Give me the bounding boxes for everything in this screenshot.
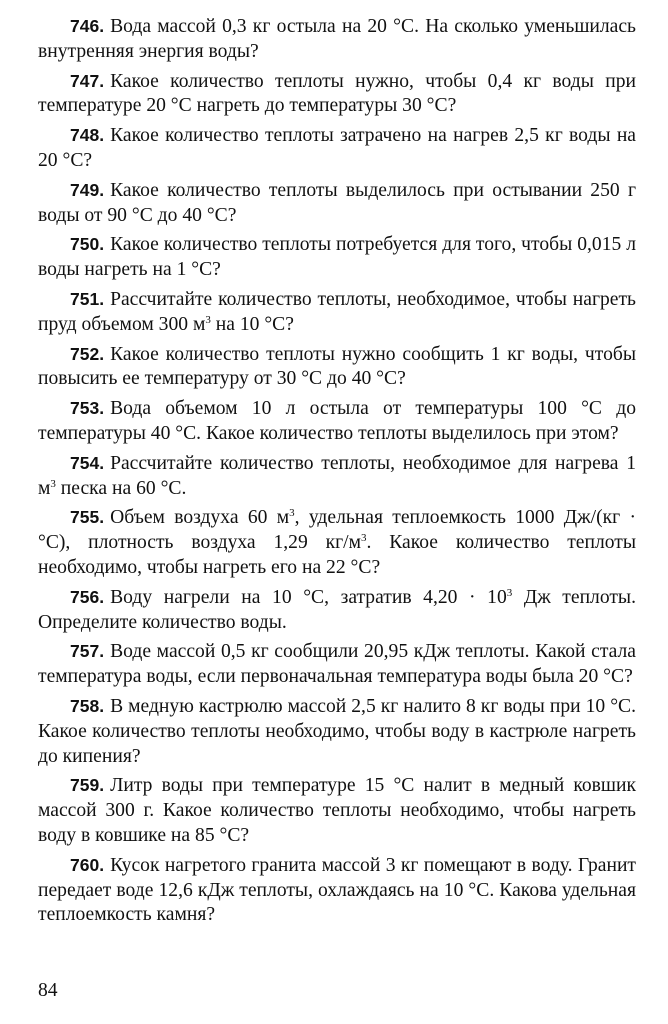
problem-text: В медную кастрюлю массой 2,5 кг налито 8 кг воды при 10 °С. Какое количество теплоты необходимо, чтобы воду в кастрюле нагреть до кипения?	[38, 695, 636, 767]
problem-text: Какое количество теплоты потребуется для того, чтобы 0,015 л воды нагреть на 1 °С?	[38, 234, 636, 281]
problem-text: Какое количество теплоты нужно, чтобы 0,4 кг воды при температуре 20 °С нагреть до температуры 30 °С?	[38, 70, 636, 117]
problem-text: Кусок нагретого гранита массой 3 кг помещают в воду. Гранит передает воде 12,6 кДж теплоты, охлаждаясь на 10 °С. Какова удельная теплоемкость камня?	[38, 854, 636, 926]
problem-item	[38, 232, 636, 283]
problem-text: Вода массой 0,3 кг остыла на 20 °С. На сколько уменьшилась внутренняя энергия воды?	[38, 16, 636, 62]
problem-text: Вода объемом 10 л остыла от температуры 100 °С до температуры 40 °С. Какое количество теплоты выделилось при этом?	[38, 398, 636, 444]
problem-text: Дж теплоты. Определите количество воды.	[38, 586, 636, 633]
page-number: 84	[38, 980, 58, 1001]
problem-item	[38, 505, 636, 580]
problem-list	[38, 14, 636, 932]
problem-text: Литр воды при температуре 15 °С налит в медный ковшик массой 300 г. Какое количество теплоты необходимо, чтобы нагреть воду в ковшике на 85 °С?	[38, 775, 636, 846]
problem-number: 747.	[70, 70, 105, 91]
superscript: 3	[205, 313, 211, 326]
problem-text: Какое количество теплоты затрачено на нагрев 2,5 кг воды на 20 °С?	[38, 125, 636, 171]
problem-number: 746.	[70, 16, 105, 36]
problem-number: 759.	[70, 775, 105, 796]
problem-text: Рассчитайте количество теплоты, необходимое для нагрева 1 м	[38, 452, 636, 499]
problem-number: 748.	[70, 125, 105, 146]
problem-item	[38, 585, 636, 636]
problem-item	[38, 342, 636, 393]
problem-item	[38, 451, 636, 502]
problem-item	[38, 14, 636, 65]
problem-number: 752.	[70, 343, 105, 364]
problem-number: 756.	[70, 586, 105, 607]
problem-number: 757.	[70, 641, 105, 662]
problem-item	[38, 287, 636, 338]
problem-item	[38, 853, 636, 928]
problem-number: 758.	[70, 695, 105, 716]
problem-text: Воде массой 0,5 кг сообщили 20,95 кДж теплоты. Какой стала температура воды, если первоначальная температура воды была 20 °С?	[38, 641, 636, 688]
problem-text: , удельная теплоемкость 1000 Дж/(кг · °С), плотность воздуха 1,29 кг/м	[38, 507, 636, 554]
problem-number: 753.	[70, 398, 105, 419]
problem-number: 755.	[70, 507, 105, 528]
superscript: 3	[50, 477, 56, 490]
problem-text: . Какое количество теплоты необходимо, чтобы нагреть его на 22 °С?	[38, 532, 636, 578]
problem-text: Какое количество теплоты нужно сообщить 1 кг воды, чтобы повысить ее температуру от 30 °С до 40 °С?	[38, 343, 636, 390]
problem-text: на 10 °С?	[210, 313, 294, 335]
problem-number: 751.	[70, 288, 105, 309]
problem-item	[38, 694, 636, 769]
problem-text: Рассчитайте количество теплоты, необходимое, чтобы нагреть пруд объемом 300 м	[38, 288, 636, 335]
problem-number: 750.	[70, 234, 105, 255]
problem-text: Какое количество теплоты выделилось при остывании 250 г воды от 90 °С до 40 °С?	[38, 179, 636, 226]
problem-item	[38, 396, 636, 447]
problem-item	[38, 123, 636, 174]
problem-number: 749.	[70, 179, 105, 200]
problem-item	[38, 69, 636, 120]
problem-item	[38, 773, 636, 848]
superscript: 3	[289, 507, 295, 520]
problem-number: 760.	[70, 854, 105, 875]
problem-item	[38, 639, 636, 690]
superscript: 3	[506, 586, 513, 599]
problem-number: 754.	[70, 452, 105, 473]
problem-text: Воду нагрели на 10 °С, затратив 4,20 · 10	[110, 586, 507, 608]
superscript: 3	[361, 532, 367, 545]
problem-item	[38, 178, 636, 229]
problem-text: песка на 60 °С.	[55, 477, 187, 499]
problem-text: Объем воздуха 60 м	[110, 507, 290, 529]
